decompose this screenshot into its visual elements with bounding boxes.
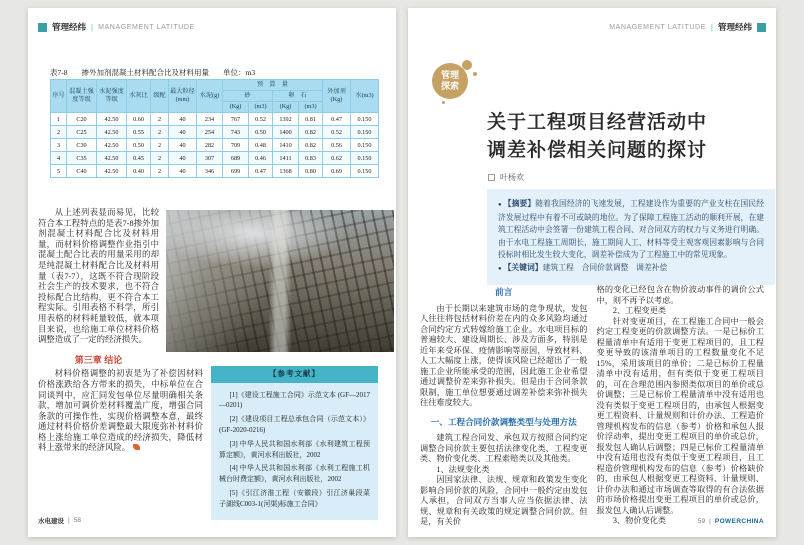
table-cell: 42.50 — [97, 139, 127, 152]
table-cell: 0.56 — [323, 139, 351, 152]
table-cell: 42.50 — [97, 165, 127, 178]
column2-continuation: 格的变化已经包含在物价波动事件的调价公式中，则不再予以考虑。 — [596, 285, 764, 305]
article-title-line2: 调差补偿相关问题的探讨 — [487, 140, 708, 161]
table-cell: 0.55 — [127, 126, 151, 139]
header-unit-cell: (m3) — [249, 102, 273, 113]
table-row — [51, 126, 379, 139]
header-cell: 级配 — [151, 80, 169, 113]
table-cell: 1410 — [273, 139, 299, 152]
table-cell: 2 — [151, 139, 169, 152]
sub3-heading: 3、物价变化类 — [612, 516, 667, 525]
table-cell: 0.52 — [249, 113, 273, 126]
table-cell: 2 — [151, 113, 169, 126]
section-accent-square — [757, 23, 766, 32]
section1-paragraph: 建筑工程合同发、承包双方按照合同约定调整合同价款主要包括法律变化类、工程变更类、物价变化类、工程索赔类以及其他类。 — [420, 433, 588, 463]
table-cell: 2 — [151, 165, 169, 178]
article-end-icon — [133, 444, 140, 450]
column-badge — [432, 63, 468, 99]
table-cell: 0.47 — [323, 113, 351, 126]
sub1-heading: 1、法规变化类 — [436, 464, 490, 474]
header-group-cell: 预 算 量 — [223, 80, 323, 91]
table-cell: 0.62 — [323, 152, 351, 165]
section-title-en: MANAGEMENT LATITUDE — [609, 23, 706, 31]
reference-item: [3] 中华人民共和国水利部《水利建筑工程预算定额》，黄河水利出版社，2002 — [219, 439, 370, 459]
table-row — [51, 152, 379, 165]
bullet-icon: ● — [498, 202, 502, 208]
table-cell: 2 — [151, 126, 169, 139]
table-row — [51, 139, 379, 152]
left-page — [28, 8, 396, 537]
table-caption-title: 掺外加剂混凝土材料配合比及材料用量 — [81, 68, 209, 77]
header-divider: | — [710, 22, 713, 32]
table-cell: 0.150 — [351, 113, 379, 126]
table-cell: 234 — [197, 113, 223, 126]
table-cell: C40 — [67, 165, 97, 178]
conclusion-heading: 第三章 结论 — [74, 354, 123, 365]
intro-heading: 前言 — [495, 287, 513, 297]
table-cell: 0.82 — [299, 126, 323, 139]
sub2-paragraph: 针对变更项目，在工程施工合同中一般会约定工程变更的价款调整方法。一是已标价工程量清单中有适用于变更工程项目的，且工程变更导致的该清单项目的工程数量变化不足15%，采用该项目的单价；二是已标价工程量清单中没有适用，但有类似于变更工程项目的，可在合理范围内参照类似项目的单价或总价调整；三是已标价工程量清单中没有适用也没有类似于变更工程项目的，由承包人根据变更工程资料、计量规则和计价办法、工程造价管理机构发布的信息（参考）价格和承包人报价浮动率，提出变更工程项目的单价或总价，报发包人确认后调整；四是已标价工程量清单中没有适用也没有类似于变更工程项目，且工程造价管理机构发布的信息（参考）价格缺价的，由承包人根据变更工程资料、计量规则、计价办法和通过市场调查等取得的有合法依据的市场价格提出变更工程项目的单价或总价，报发包人确认后调整。 — [596, 316, 764, 515]
table-caption — [50, 67, 378, 78]
header-cell: 水泥强度等级 — [97, 80, 127, 113]
table-cell: 0.50 — [249, 126, 273, 139]
table-cell: 254 — [197, 126, 223, 139]
table-cell: 42.50 — [97, 113, 127, 126]
construction-site-photo — [166, 210, 394, 352]
section-title-cn: 管理经纬 — [717, 22, 752, 32]
references-list — [211, 383, 378, 520]
badge-dot — [442, 101, 445, 104]
right-page-footer — [698, 518, 764, 525]
section-title-en: MANAGEMENT LATITUDE — [98, 23, 195, 31]
badge-line2: 探索 — [440, 81, 459, 91]
header-cell: 序号 — [51, 80, 67, 113]
right-page — [408, 8, 776, 537]
table-cell: 0.40 — [127, 165, 151, 178]
header-cell: 最大粒径(mm) — [169, 80, 197, 113]
table-cell: 0.82 — [299, 139, 323, 152]
table-cell: 0.48 — [249, 139, 273, 152]
table-cell: 0.50 — [127, 139, 151, 152]
table-cell: 3 — [51, 139, 67, 152]
author-name: 叶杨欢 — [500, 173, 524, 182]
section-accent-square — [38, 23, 47, 32]
left-page-body — [38, 208, 378, 520]
table-cell: 689 — [223, 152, 249, 165]
table-cell: C20 — [67, 113, 97, 126]
header-cell: 混凝土强度等级 — [67, 80, 97, 113]
footer-divider: | — [68, 517, 70, 524]
intro-paragraph: 由于长期以来建筑市场的竞争现状，发包人往往将包括材料价差在内的众多风险均通过合同约定方式转嫁给施工企业。水电项目标的普遍较大、建设周期长、涉及方面多，特别是近年来受环保、疫情影响等原因，导致材料、人工大幅度上涨，使得该风险已经超出了一般施工企业所能承受的范围，因此施工企业希望通过调整价差来弥补损失。但是由于合同条款限制，施工单位想要通过调差补偿来弥补损失往往难度较大。 — [420, 303, 588, 407]
article-title — [487, 109, 707, 165]
table-head — [51, 80, 379, 113]
table-cell: 2 — [51, 126, 67, 139]
analysis-paragraph: 从上述列表显而易见，比较符合本工程特点的是表7-8掺外加剂混凝土材料配合比及材料用量，而材料价格调整作业指引中混凝土配合比表的用量采用的却是纯混凝土材料配合比及材料用量（表7-7），这既不符合现阶段社会生产的技术要求，也不符合投标配合比结构，更不符合本工程实际。引用表格不科学，所引用表格的材料耗量较低，就本项目来说，也给施工单位材料价格调整造成了一定的经济损失。 — [38, 208, 159, 345]
table-cell: 1411 — [273, 152, 299, 165]
table-cell: 0.52 — [323, 126, 351, 139]
concrete-mix-table — [50, 79, 379, 178]
header-cell: 水(m3) — [351, 80, 379, 113]
table-cell: 40 — [169, 152, 197, 165]
journal-name: 水电建设 — [38, 518, 64, 525]
table-cell: 0.60 — [127, 113, 151, 126]
table-cell: C25 — [67, 126, 97, 139]
header-cell: 外加剂(Kg) — [323, 80, 351, 113]
table-cell: 0.80 — [299, 165, 323, 178]
reference-item: [2]《建设项目工程总承包合同（示范文本）》(GF-2020-0216) — [219, 415, 370, 434]
table-cell: 0.150 — [351, 152, 379, 165]
abstract-label: 【摘要】 — [503, 199, 536, 208]
author-square-icon — [488, 174, 495, 181]
table-cell: 40 — [169, 139, 197, 152]
table-cell: 282 — [197, 139, 223, 152]
table-cell: 40 — [169, 113, 197, 126]
header-sub-cell: 砂 — [223, 91, 273, 102]
table-cell: 40 — [169, 165, 197, 178]
table-cell: 0.81 — [299, 113, 323, 126]
page-number: 58 — [73, 517, 81, 524]
table-cell: 1400 — [273, 126, 299, 139]
table-cell: C35 — [67, 152, 97, 165]
keywords-text: 建筑工程 合同价款调整 调差补偿 — [542, 262, 668, 272]
references-title: 【参考文献】 — [211, 366, 378, 383]
right-page-header — [609, 21, 766, 33]
keywords-label: 【关键词】 — [503, 262, 543, 272]
table-cell: 1392 — [273, 113, 299, 126]
table-cell: 0.150 — [351, 139, 379, 152]
table-cell: 0.150 — [351, 126, 379, 139]
body-column-1 — [420, 285, 588, 528]
article-title-line1: 关于工程项目经营活动中 — [487, 112, 708, 133]
table-row — [51, 113, 379, 126]
footer-divider: | — [709, 518, 711, 525]
table-head-row — [51, 80, 379, 91]
table-caption-label: 表7-8 — [50, 68, 68, 77]
left-page-header — [38, 21, 195, 33]
table-cell: 743 — [223, 126, 249, 139]
sub2-heading: 2、工程变更类 — [612, 306, 667, 315]
section1-heading: 一、工程合同价款调整类型与处理方法 — [430, 416, 577, 427]
table-cell: 42.50 — [97, 152, 127, 165]
abstract-box — [487, 189, 775, 285]
badge-line1: 管理 — [440, 70, 459, 80]
table-cell: 0.150 — [351, 165, 379, 178]
publisher-brand: POWERCHINA — [714, 518, 764, 525]
section-title-cn: 管理经纬 — [52, 22, 87, 32]
page-number: 59 — [697, 518, 706, 525]
table-cell: 0.69 — [323, 165, 351, 178]
table-cell: 42.50 — [97, 126, 127, 139]
header-divider: | — [91, 22, 94, 32]
body-column-2 — [597, 285, 765, 528]
table-cell: 1 — [51, 113, 67, 126]
abstract-text: 随着我国经济的飞速发展，工程建设作为重要的产业支柱在国民经济发展过程中有着不可或缺的地位。为了保障工程施工活动的顺利开展，在建筑工程活动中会签署一份建筑工程合同、对合同双方的权力与义务进行明确。由于水电工程施工周期长，施工期间人工、材料等受主观客观因素影响与合同投标时相比发生较大变化，调差补偿成为了工程施工中的常见现象。 — [498, 199, 764, 260]
table-cell: 0.47 — [249, 165, 273, 178]
table-cell: C30 — [67, 139, 97, 152]
table-cell: 767 — [223, 113, 249, 126]
table-cell: 4 — [51, 152, 67, 165]
table-caption-unit: 单位：m3 — [223, 68, 256, 77]
left-page-footer — [38, 516, 81, 525]
header-unit-cell: (Kg) — [223, 102, 249, 113]
conclusion-text: 材料价格调整的初衷是为了补偿因材料价格涨跌给各方带来的损失，中标单位在合同谈判中，应汇同发包单位尽量明确相关条款，增加可调价差材料覆盖广度，增强合同条款的可操作性，实现价格调整本意，最终通过材料价格价差调整最大限度弥补材料价格上涨给施工单位造成的经济损失，降低材料上涨带来的经济风险。 — [38, 369, 203, 453]
reference-item: [5]《引江济淮工程（安徽段）引江济巢段菜子湖线C003-1(河渠)标施工合同》 — [219, 488, 370, 508]
table-cell: 0.83 — [299, 152, 323, 165]
table-body — [51, 113, 379, 178]
bullet-icon: ● — [498, 265, 502, 272]
reference-item: [1]《建设工程施工合同》示范文本 (GF—2017—0201) — [219, 390, 370, 410]
table-row — [51, 165, 379, 178]
sub1-paragraph: 因国家法律、法规、规章和政策发生变化影响合同价款的风险，合同中一般约定由发包人承担，合同双方当事人应当依据法律、法规、规章和有关政策的规定调整合同价款。但是，有关价 — [420, 475, 588, 526]
abstract-paragraph — [498, 198, 764, 262]
header-unit-cell: (m3) — [299, 102, 323, 113]
table-cell: 307 — [197, 152, 223, 165]
table-cell: 0.46 — [249, 152, 273, 165]
table-cell: 2 — [151, 152, 169, 165]
table-cell: 346 — [197, 165, 223, 178]
table-cell: 709 — [223, 139, 249, 152]
table-cell: 1368 — [273, 165, 299, 178]
table-cell: 0.45 — [127, 152, 151, 165]
author-line — [488, 172, 524, 183]
keywords-paragraph — [498, 262, 764, 276]
references-box — [211, 366, 378, 520]
article-body-columns — [420, 285, 764, 528]
header-unit-cell: (Kg) — [273, 102, 299, 113]
table-cell: 5 — [51, 165, 67, 178]
header-cell: 水泥(g) — [197, 80, 223, 113]
table-cell: 40 — [169, 126, 197, 139]
table-cell: 699 — [223, 165, 249, 178]
header-cell: 水灰比 — [127, 80, 151, 113]
header-sub-cell: 卵 石 — [273, 91, 323, 102]
reference-item: [4] 中华人民共和国水利部《水利工程施工机械台时费定额》，黄河水利出版社，2002 — [219, 464, 370, 484]
